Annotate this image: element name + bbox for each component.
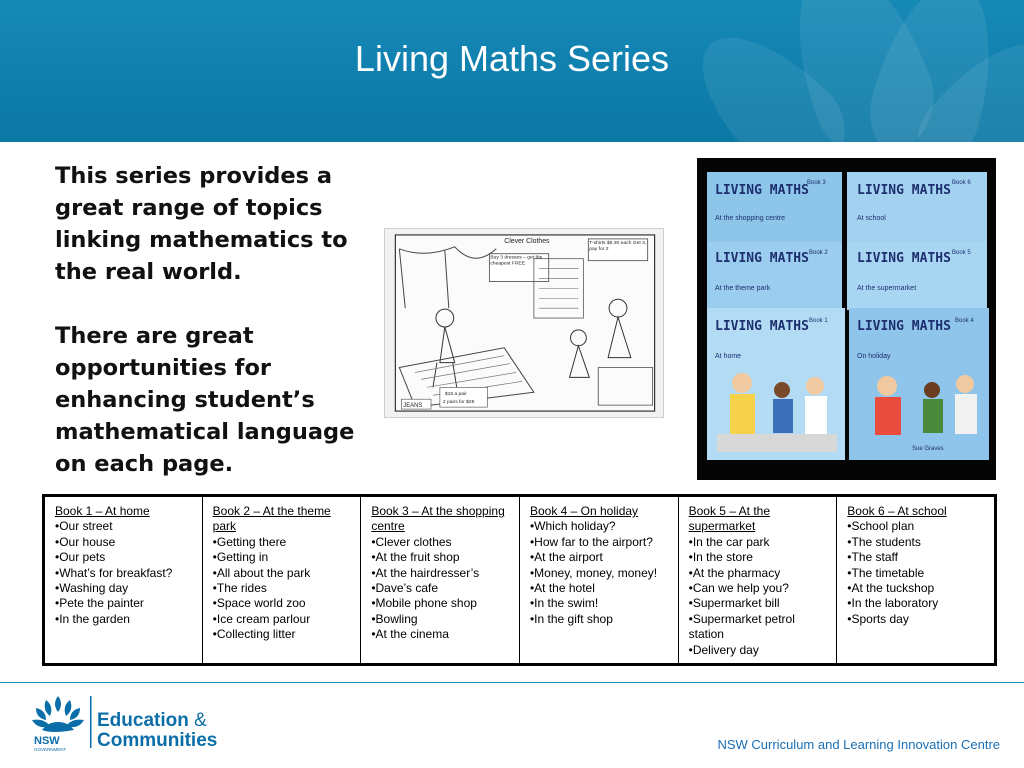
sketch-sign-tshirts: T-shirts $5.30 each Get 3, pay for 2 (589, 239, 647, 252)
svg-text:At the theme park: At the theme park (715, 285, 771, 292)
book-1-title: Book 1 – At home (55, 504, 150, 518)
list-item: • Can we help you? (689, 581, 829, 596)
book-3-items (371, 535, 511, 643)
list-item: • At the tuckshop (847, 581, 986, 596)
svg-text:LIVING MATHS: LIVING MATHS (715, 183, 809, 198)
list-item: • The staff (847, 550, 986, 565)
sketch-price-pair: $15 a pair (444, 392, 467, 398)
list-item: • Mobile phone shop (371, 596, 511, 611)
svg-text:LIVING MATHS: LIVING MATHS (715, 319, 809, 334)
list-item: • Collecting litter (213, 627, 353, 642)
logo-wordmark (97, 711, 217, 751)
logo-communities: Communities (97, 730, 218, 751)
list-item: • Which holiday? (530, 519, 670, 534)
book-4-cell (519, 496, 678, 665)
footer-divider (0, 682, 1024, 683)
book-6-cell (837, 496, 996, 665)
sketch-heading: Clever Clothes (504, 237, 550, 245)
list-item: • The rides (213, 581, 353, 596)
book-cover-4 (849, 308, 989, 460)
book-2-items (213, 535, 353, 643)
sketch-price-two: 2 pairs for $25 (442, 400, 475, 406)
list-item: • Our street (55, 519, 194, 534)
list-item: • How far to the airport? (530, 535, 670, 550)
waratah-icon (32, 696, 84, 732)
svg-text:Book 4: Book 4 (955, 318, 974, 324)
sketch-illustration (385, 229, 663, 417)
footer-centre-name: NSW Curriculum and Learning Innovation Centre (717, 737, 1000, 752)
book-3-title: Book 3 – At the shopping centre (371, 504, 505, 534)
svg-text:Book 3: Book 3 (807, 180, 826, 186)
list-item: • Money, money, money! (530, 566, 670, 581)
book-1-cell (44, 496, 203, 665)
list-item: • In the swim! (530, 596, 670, 611)
book-cover-6 (847, 172, 987, 244)
svg-text:LIVING MATHS: LIVING MATHS (857, 319, 951, 334)
list-item: • The students (847, 535, 986, 550)
list-item: • In the car park (689, 535, 829, 550)
sketch-sign-dresses: Buy 3 dresses – get the cheapest FREE (490, 254, 543, 267)
book-2-title: Book 2 – At the theme park (212, 504, 331, 534)
list-item: • Dave’s cafe (371, 581, 511, 596)
svg-text:On holiday: On holiday (857, 353, 891, 360)
sketch-jeans-label: JEANS (403, 403, 423, 410)
svg-text:LIVING MATHS: LIVING MATHS (715, 251, 809, 266)
list-item: • Delivery day (689, 643, 829, 658)
logo-ampersand: & (194, 710, 207, 731)
book-cover-3 (707, 172, 842, 244)
book-2-cell (202, 496, 361, 665)
list-item: • Supermarket bill (689, 596, 829, 611)
book-5-title: Book 5 – At the supermarket (688, 504, 771, 534)
svg-text:At the supermarket: At the supermarket (857, 285, 917, 292)
list-item: • At the hotel (530, 581, 670, 596)
list-item: • In the laboratory (847, 596, 986, 611)
list-item: • Clever clothes (371, 535, 511, 550)
list-item: • Our pets (55, 550, 194, 565)
intro-paragraph-2: There are great opportunities for enhancing student’s mathematical language on each page. (55, 323, 355, 477)
book-4-items (530, 519, 670, 627)
clever-clothes-sketch (384, 228, 664, 418)
logo-nsw-text: NSW (34, 735, 60, 747)
book-cover-1 (707, 308, 845, 460)
book-5-items (689, 535, 829, 658)
slide-title: Living Maths Series (354, 38, 670, 79)
list-item: • Our house (55, 535, 194, 550)
list-item: • All about the park (213, 566, 353, 581)
book-6-items (847, 519, 986, 627)
books-photo (697, 158, 996, 480)
book-5-cell (678, 496, 837, 665)
list-item: • In the store (689, 550, 829, 565)
list-item: • In the garden (55, 612, 194, 627)
book-cover-2 (707, 242, 842, 310)
list-item: • Getting in (213, 550, 353, 565)
list-item: • In the gift shop (530, 612, 670, 627)
list-item: • The timetable (847, 566, 986, 581)
table-row (44, 496, 996, 665)
list-item: • School plan (847, 519, 986, 534)
svg-text:Book 6: Book 6 (952, 180, 971, 186)
svg-text:LIVING MATHS: LIVING MATHS (857, 251, 951, 266)
list-item: • Space world zoo (213, 596, 353, 611)
svg-text:Book 2: Book 2 (809, 250, 828, 256)
logo-government-text: GOVERNMENT (34, 747, 67, 752)
intro-text (55, 160, 385, 512)
books-photo-illustration (697, 158, 996, 480)
intro-paragraph-1: This series provides a great range of topics linking mathematics to the real world. (55, 163, 348, 285)
svg-text:At the shopping centre: At the shopping centre (715, 215, 786, 222)
book-author: Sue Graves (912, 446, 944, 452)
list-item: • At the fruit shop (371, 550, 511, 565)
book-6-title: Book 6 – At school (847, 504, 947, 518)
book-1-items (55, 519, 194, 627)
list-item: • Ice cream parlour (213, 612, 353, 627)
book-topics-table (42, 494, 997, 666)
svg-text:Book 5: Book 5 (952, 250, 971, 256)
book-3-cell (361, 496, 520, 665)
list-item: • At the cinema (371, 627, 511, 642)
list-item: • Washing day (55, 581, 194, 596)
book-4-title: Book 4 – On holiday (529, 504, 639, 518)
book-cover-5 (847, 242, 987, 310)
svg-text:At school: At school (857, 215, 886, 222)
logo-education: Education (97, 710, 189, 731)
svg-text:Book 1: Book 1 (809, 318, 828, 324)
list-item: • Pete the painter (55, 596, 194, 611)
list-item: • At the airport (530, 550, 670, 565)
svg-text:LIVING MATHS: LIVING MATHS (857, 183, 951, 198)
list-item: • Getting there (213, 535, 353, 550)
svg-text:At home: At home (715, 353, 742, 360)
list-item: • Sports day (847, 612, 986, 627)
list-item: • Supermarket petrol station (689, 612, 829, 643)
list-item: • What’s for breakfast? (55, 566, 194, 581)
list-item: • At the pharmacy (689, 566, 829, 581)
list-item: • Bowling (371, 612, 511, 627)
list-item: • At the hairdresser’s (371, 566, 511, 581)
